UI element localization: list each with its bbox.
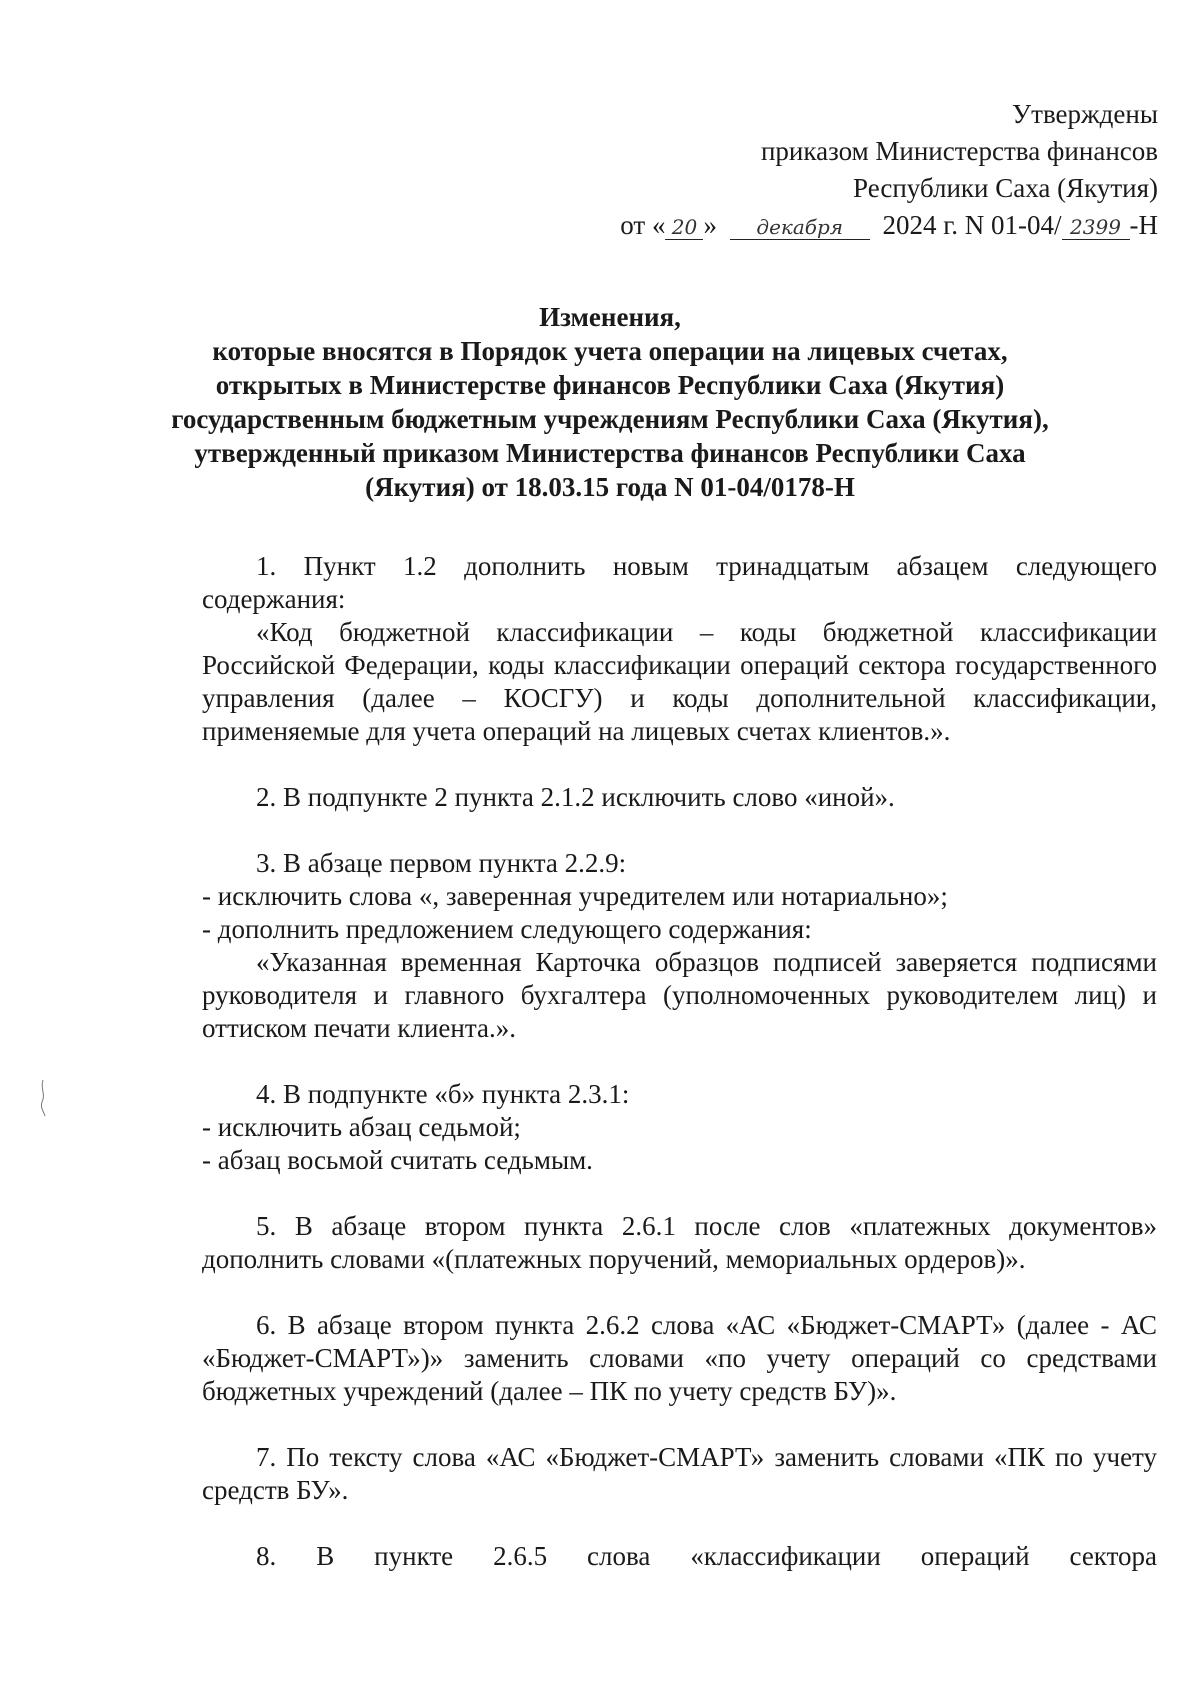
item-1-intro: 1. Пункт 1.2 дополнить новым тринадцатым абзацем следующего содержания: (202, 551, 1157, 614)
item-3-dash-2: - дополнить предложением следующего содержания: (202, 914, 812, 944)
item-8: 8. В пункте 2.6.5 слова «классификации операций сектора (256, 1541, 1157, 1571)
date-prefix: от « (620, 210, 666, 240)
document-body (202, 550, 1157, 1573)
approval-date-line (620, 207, 1158, 244)
title-line-2: которые вносятся в Порядок учета операции на лицевых счетах, (212, 336, 1008, 366)
item-3-quote: «Указанная временная Карточка образцов подписей заверяется подписями руководителя и главного бухгалтера (уполномоченных руководителем лиц) и оттиском печати клиента.». (202, 947, 1157, 1043)
item-4-intro: 4. В подпункте «б» пункта 2.3.1: (256, 1079, 630, 1109)
item-3-intro: 3. В абзаце первом пункта 2.2.9: (256, 848, 627, 878)
approval-line-1: Утверждены (1012, 99, 1158, 129)
approval-block (620, 96, 1158, 244)
document-title (150, 300, 1070, 504)
item-5: 5. В абзаце втором пункта 2.6.1 после слов «платежных документов» дополнить словами «(платежных поручений, мемориальных ордеров)». (202, 1211, 1157, 1274)
margin-scan-mark (38, 1080, 48, 1116)
title-line-6: (Якутия) от 18.03.15 года N 01-04/0178-Н (365, 472, 855, 502)
date-mid: » (703, 210, 724, 240)
title-line-5: утвержденный приказом Министерства финансов Республики Саха (194, 438, 1026, 468)
item-2: 2. В подпункте 2 пункта 2.1.2 исключить слово «иной». (256, 782, 895, 812)
item-6: 6. В абзаце втором пункта 2.6.2 слова «АС «Бюджет-СМАРТ» (далее - АС «Бюджет-СМАРТ»)» заменить словами «по учету операций со средствами бюджетных учреждений (далее – ПК по учету средств БУ)». (202, 1310, 1157, 1406)
year-and-prefix: 2024 г. N 01-04/ (875, 210, 1062, 240)
approval-line-2: приказом Министерства финансов (760, 136, 1158, 166)
item-7: 7. По тексту слова «АС «Бюджет-СМАРТ» заменить словами «ПК по учету средств БУ». (202, 1442, 1157, 1505)
approval-line-3: Республики Саха (Якутия) (853, 173, 1158, 203)
item-1-quote: «Код бюджетной классификации – коды бюджетной классификации Российской Федерации, коды классификации операций сектора государственного управления (далее – КОСГУ) и коды дополнительной классификации, применяемые для учета операций на лицевых счетах клиентов.». (202, 617, 1157, 746)
title-line-1: Изменения, (539, 302, 681, 332)
item-4-dash-2: - абзац восьмой считать седьмым. (202, 1145, 593, 1175)
title-line-3: открытых в Министерстве финансов Республики Саха (Якутия) (215, 370, 1005, 400)
handwritten-day: 20 (665, 215, 703, 240)
number-suffix: -Н (1129, 210, 1158, 240)
item-4-dash-1: - исключить абзац седьмой; (202, 1112, 521, 1142)
handwritten-month: декабря (730, 215, 870, 240)
item-3-dash-1: - исключить слова «, заверенная учредителем или нотариально»; (202, 881, 948, 911)
handwritten-number: 2399 (1062, 215, 1130, 240)
title-line-4: государственным бюджетным учреждениям Республики Саха (Якутия), (171, 404, 1049, 434)
